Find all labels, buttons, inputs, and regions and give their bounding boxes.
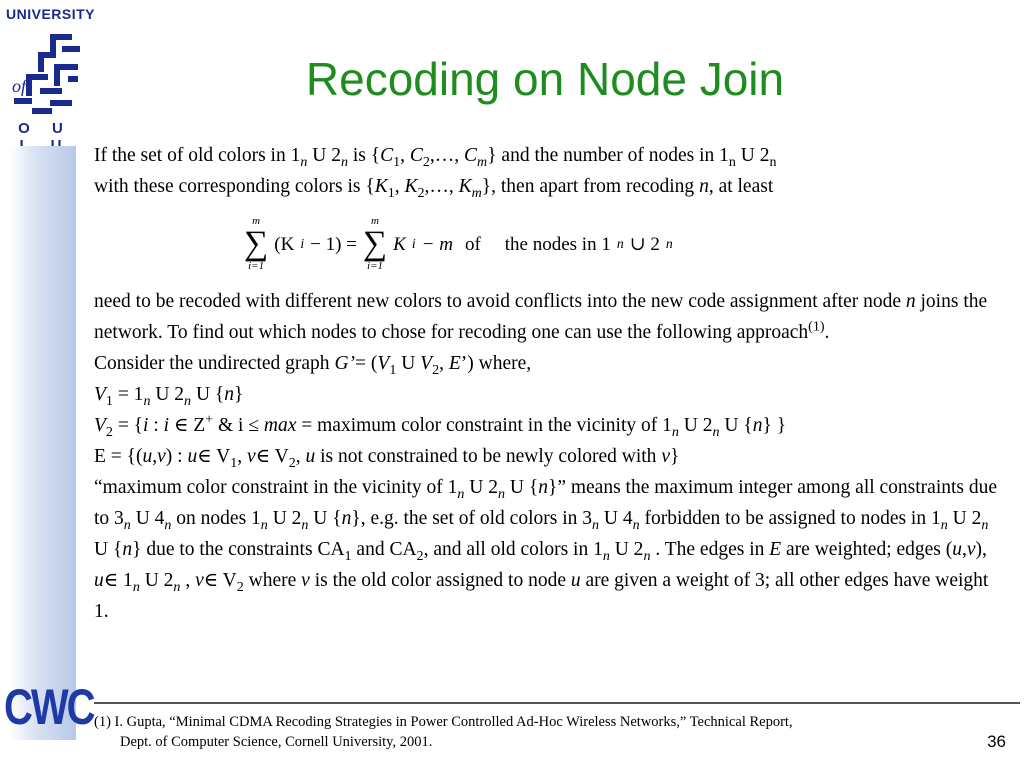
cwc-logo: CWC: [4, 680, 94, 735]
slide-body: [94, 140, 1004, 627]
paragraph-old-colors: If the set of old colors in $1_n$ U $2_n$ is {$C_1$, $C_2,\dots$, $C_m$} and the number of nodes in $1_n$ U $2_n$ with these corresponding colors is {$K_1$, $K_2,\dots$, $K_m$}, then apart from recoding n, at least: [94, 145, 777, 201]
recoding-formula: m ∑ i=1 (K i − 1) = m ∑ i=1 K i − m of the nodes in 1 n ∪ 2 n: [244, 215, 673, 272]
footnote-line-2: Dept. of Computer Science, Cornell University, 2001.: [120, 734, 433, 750]
sum-symbol-right: m ∑ i=1: [362, 215, 388, 272]
paragraph-recoding-approach: need to be recoded with different new colors to avoid conflicts into the new code assignment after node n joins the network. To find out which nodes to chose for recoding one can use the following approach$^{(1)}$. Consider the undirected graph G’= ($V_1$ U $V_2$, E’) where, $V_1 = 1_n$ U $2_n$ U {n} $V_2 = \{i$ : i ∈ Z+ & i ≤ max = maximum color constraint in the vicinity of $1_n$ U $2_n$ U {n} } E = {(u,v) : u∈ $V_1$, v∈ $V_2$, u is not constrained to be newly colored with v} “maximum color constraint in the vicinity of $1_n$ U $2_n$ U {n}” means the maximum integer among all constraints due to $3_n$ U $4_n$ on nodes $1_n$ U $2_n$ U {n}, e.g. the set of old colors in $3_n$ U $4_n$ forbidden to be assigned to nodes in $1_n$ U $2_n$ U {n} due to the constraints $CA_1$ and $CA_2$, and all old colors in $1_n$ U $2_n$ . The edges in E are weighted; edges (u,v), u∈ $1_n$ U $2_n$ , v∈ $V_2$ where v is the old color assigned to node u are given a weight of 3; all other edges have weight 1.: [94, 291, 998, 622]
footnote-divider: [94, 702, 1020, 704]
sum-symbol-left: m ∑ i=1: [244, 215, 269, 272]
footnote-line-1: (1) I. Gupta, “Minimal CDMA Recoding Strategies in Power Controlled Ad-Hoc Wireless Networks,” Technical Report,: [94, 714, 793, 730]
left-decorative-bar: [10, 146, 76, 740]
logo-university-text: UNIVERSITY: [6, 6, 96, 22]
logo-emblem: [10, 28, 82, 118]
footnote-reference: [94, 712, 954, 752]
page-number: 36: [987, 732, 1006, 751]
slide-title: Recoding on Node Join: [305, 53, 785, 105]
university-of-oulu-logo: [6, 6, 96, 137]
logo-oulu-text: O U: [18, 120, 72, 137]
logo-of-text: of: [12, 76, 27, 96]
